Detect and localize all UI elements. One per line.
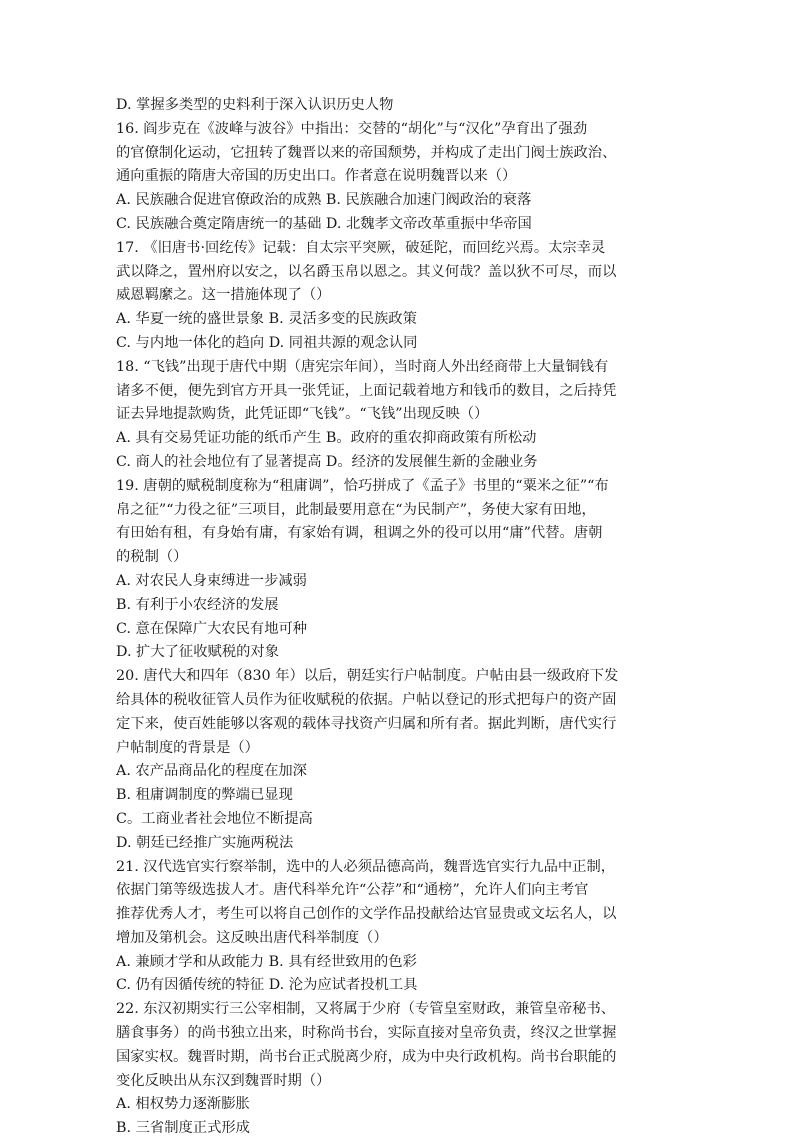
text-line: 推荐优秀人才，考生可以将自己创作的文学作品投献给达官显贵或文坛名人，以 — [116, 906, 617, 923]
text-line: 16. 阎步克在《波峰与波谷》中指出：交替的“胡化”与“汉化”孕育出了强劲 — [116, 120, 588, 137]
text-line: 国家实权。魏晋时期，尚书台正式脱离少府，成为中央行政机构。尚书台职能的 — [116, 1048, 617, 1065]
text-line: 膳食事务）的尚书独立出来，时称尚书台，实际直接对皇帝负责，终汉之世掌握 — [116, 1025, 617, 1042]
text-line: 给具体的税收征管人员作为征收赋税的依据。户帖以登记的形式把每户的资产固 — [116, 691, 617, 708]
text-line: C. 仍有因循传统的特征 D. 沦为应试者投机工具 — [116, 977, 418, 994]
text-line: 诸多不便，便先到官方开具一张凭证，上面记载着地方和钱币的数目，之后持凭 — [116, 382, 617, 399]
text-line: 21. 汉代选官实行察举制，选中的人必须品德高尚，魏晋选官实行九品中正制， — [116, 858, 616, 875]
text-line: A. 华夏一统的盛世景象 B. 灵活多变的民族政策 — [116, 311, 417, 328]
text-line: 通向重振的隋唐大帝国的历史出口。作者意在说明魏晋以来（） — [116, 168, 517, 185]
text-line: A. 具有交易凭证功能的纸币产生 B。政府的重农抑商政策有所松动 — [116, 430, 537, 447]
text-line: D. 掌握多类型的史料利于深入认识历史人物 — [116, 97, 394, 113]
text-line: 证去异地提款购货，此凭证即“飞钱”。“飞钱”出现反映（） — [116, 406, 489, 423]
text-line: A. 相权势力逐渐膨胀 — [116, 1096, 250, 1113]
text-line: 22. 东汉初期实行三公宰相制，又将属于少府（专管皇室财政，兼管皇帝秘书、 — [116, 1001, 616, 1018]
document-page — [116, 94, 701, 1141]
text-line: 的官僚制化运动，它扭转了魏晋以来的帝国颓势，并构成了走出门阀士族政治、 — [116, 144, 617, 161]
text-line: C. 商人的社会地位有了显著提高 D。经济的发展催生新的金融业务 — [116, 453, 538, 470]
text-line: D. 扩大了征收赋税的对象 — [116, 644, 280, 661]
text-line: B. 租庸调制度的弊端已显现 — [116, 787, 293, 804]
text-line: 变化反映出从东汉到魏晋时期（） — [116, 1072, 331, 1089]
text-line: 17. 《旧唐书·回纥传》记载：自太宗平突厥，破延陀，而回纥兴焉。太宗幸灵 — [116, 239, 606, 256]
text-line: 的税制（） — [116, 549, 188, 566]
text-line: 增加及第机会。这反映出唐代科举制度（） — [116, 929, 388, 946]
text-line: D. 朝廷已经推广实施两税法 — [116, 834, 294, 851]
text-line: C. 与内地一体化的趋向 D. 同祖共源的观念认同 — [116, 334, 418, 351]
text-line: B. 三省制度正式形成 — [116, 1120, 250, 1137]
text-line: 帛之征”“力役之征”三项目，此制最要用意在“为民制产”，务使大家有田地， — [116, 501, 596, 518]
text-line: C。工商业者社会地位不断提高 — [116, 810, 313, 827]
text-line: 依据门第等级选拔人才。唐代科举允许“公荐”和“通榜”，允许人们向主考官 — [116, 882, 589, 899]
text-line: 19. 唐朝的赋税制度称为“租庸调”，恰巧拼成了《孟子》书里的“粟米之征”“布 — [116, 477, 609, 494]
text-line: C. 意在保障广大农民有地可种 — [116, 620, 308, 637]
text-line: 有田始有租，有身始有庸，有家始有调，租调之外的役可以用“庸”代替。唐朝 — [116, 525, 603, 542]
text-line: C. 民族融合奠定隋唐统一的基础 D. 北魏孝文帝改革重振中华帝国 — [116, 215, 532, 232]
text-line: 威恩羁縻之。这一措施体现了（） — [116, 287, 331, 304]
text-line: 武以降之，置州府以安之，以名爵玉帛以恩之。其义何哉？盖以狄不可尽，而以 — [116, 263, 617, 280]
text-line: 18. “飞钱”出现于唐代中期（唐宪宗年间），当时商人外出经商带上大量铜钱有 — [116, 358, 609, 375]
text-line: A. 农产品商品化的程度在加深 — [116, 763, 307, 780]
text-line: A. 兼顾才学和从政能力 B. 具有经世致用的色彩 — [116, 953, 417, 970]
text-line: A. 对农民人身束缚进一步减弱 — [116, 572, 307, 589]
text-line: 户帖制度的背景是（） — [116, 739, 259, 756]
text-line: 定下来，使百姓能够以客观的载体寻找资产归属和所有者。据此判断，唐代实行 — [116, 715, 617, 732]
text-line: A. 民族融合促进官僚政治的成熟 B. 民族融合加速门阀政治的衰落 — [116, 192, 532, 209]
text-line: 20. 唐代大和四年（830 年）以后，朝廷实行户帖制度。户帖由县一级政府下发 — [116, 668, 619, 685]
text-line: B. 有利于小农经济的发展 — [116, 596, 279, 613]
